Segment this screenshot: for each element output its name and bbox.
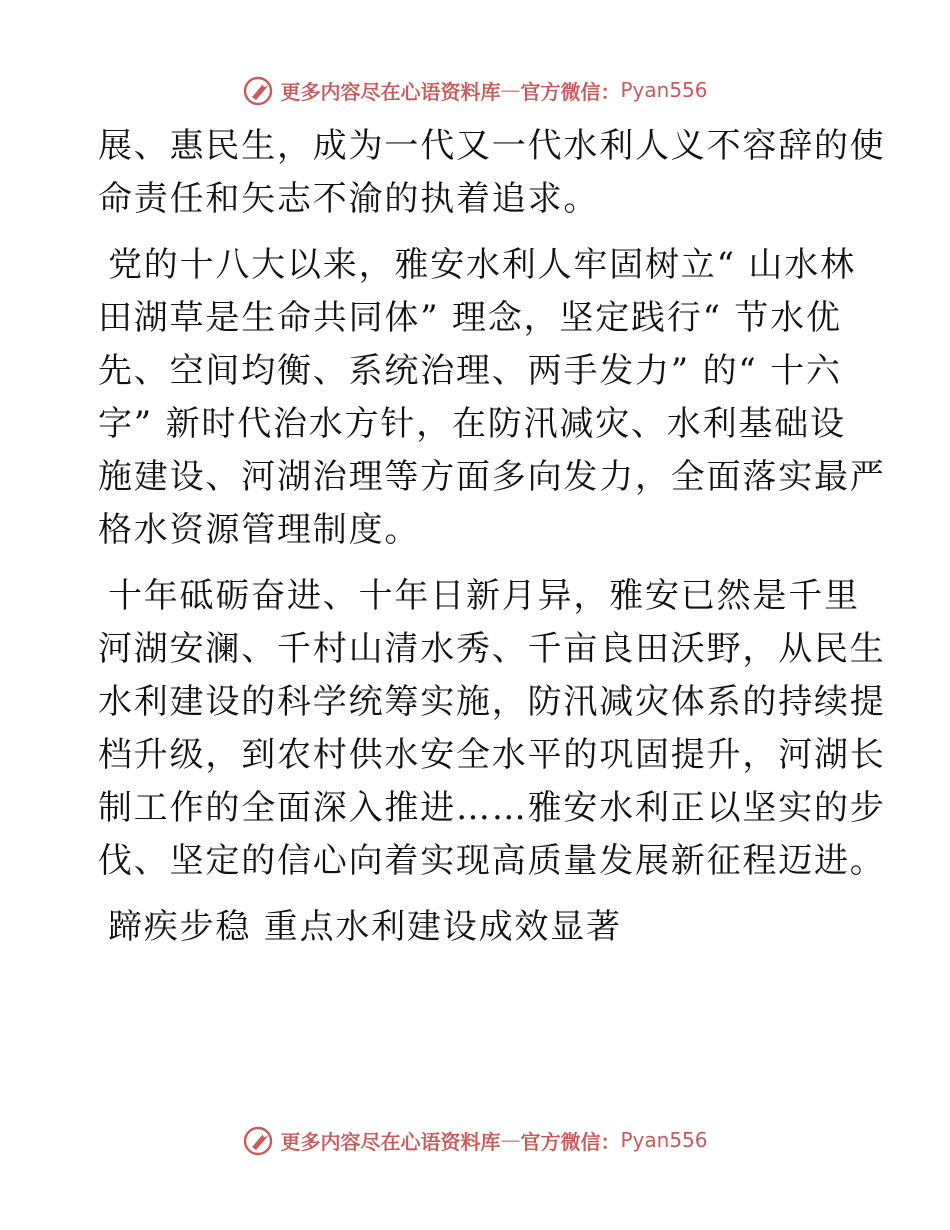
section-heading — [98, 901, 858, 954]
banner-main-text: 更多内容尽在心语资料库 — [280, 1129, 501, 1154]
banner-main-text: 更多内容尽在心语资料库 — [280, 79, 501, 104]
article-body — [98, 120, 886, 967]
text-line: 党的十八大以来，雅安水利人牢固树立“ 山水林 — [108, 245, 856, 285]
pen-nib-circle-icon — [242, 73, 276, 107]
text-line: 蹄疾步稳 重点水利建设成效显著 — [108, 907, 622, 947]
paragraph-2 — [98, 239, 886, 557]
text-line: 施建设、河湖治理等方面多向发力，全面落实最严 — [98, 457, 886, 497]
text-line: 展、惠民生，成为一代又一代水利人义不容辞的使 — [98, 126, 886, 166]
text-line: 先、空间均衡、系统治理、两手发力” 的“ 十六 — [98, 351, 842, 391]
text-line: 河湖安澜、千村山清水秀、千亩良田沃野，从民生 — [98, 629, 886, 669]
banner-wechat-id: Pyan556 — [620, 1128, 708, 1152]
text-line: 水利建设的科学统筹实施，防汛减灾体系的持续提 — [98, 682, 886, 722]
banner-label: 官方微信： — [520, 79, 621, 104]
paragraph-3 — [98, 570, 886, 888]
paragraph-1 — [98, 120, 886, 226]
text-line: 字” 新时代治水方针，在防汛减灾、水利基础设 — [98, 404, 846, 444]
banner-wechat-id: Pyan556 — [620, 78, 708, 102]
pen-nib-circle-icon — [242, 1123, 276, 1157]
header-banner — [0, 70, 950, 110]
text-line: 十年砥砺奋进、十年日新月异，雅安已然是千里 — [108, 576, 860, 616]
text-line: 田湖草是生命共同体” 理念，坚定践行“ 节水优 — [98, 298, 842, 338]
text-line: 档升级，到农村供水安全水平的巩固提升，河湖长 — [98, 735, 886, 775]
footer-banner — [0, 1120, 950, 1160]
banner-separator: — — [500, 1128, 521, 1152]
text-line: 命责任和矢志不渝的执着追求。 — [98, 179, 600, 219]
text-line: 格水资源管理制度。 — [98, 510, 421, 550]
banner-separator: — — [500, 78, 521, 102]
banner-label: 官方微信： — [520, 1129, 621, 1154]
text-line: 制工作的全面深入推进……雅安水利正以坚实的步 — [98, 788, 886, 828]
text-line: 伐、坚定的信心向着实现高质量发展新征程迈进。 — [98, 841, 886, 881]
